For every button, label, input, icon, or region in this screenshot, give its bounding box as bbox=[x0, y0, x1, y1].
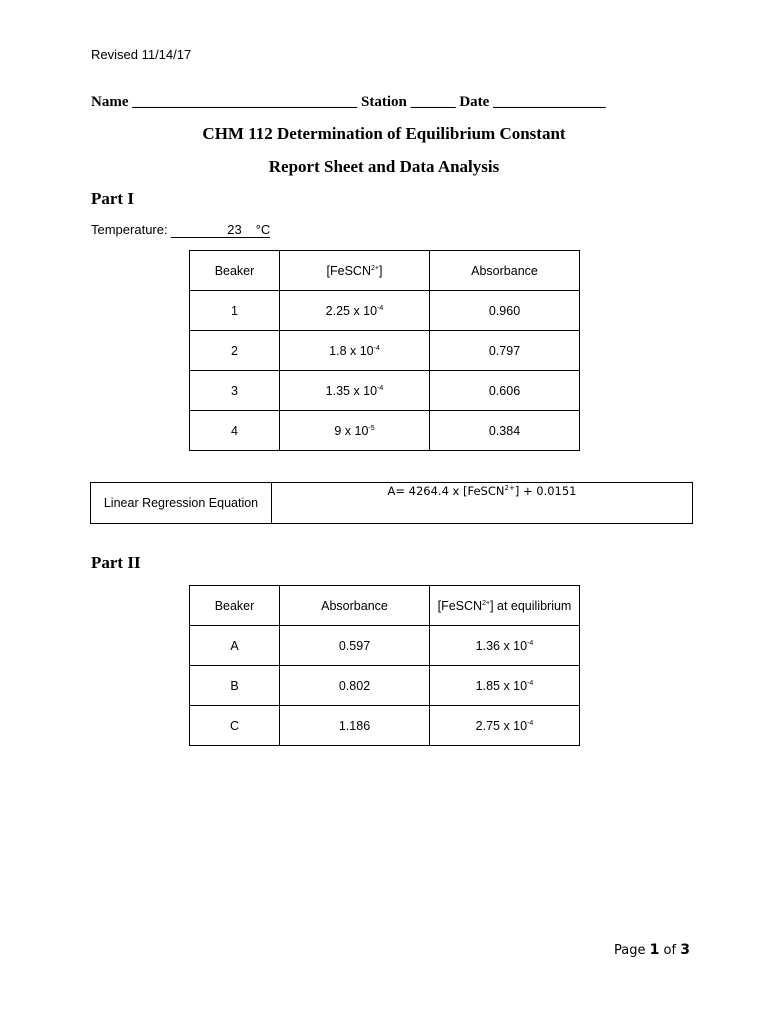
table-header-row bbox=[190, 586, 580, 626]
cell-concentration: 1.8 x $10^{-4}$ bbox=[280, 331, 430, 371]
name-station-date-line: Name ______________________________ Station ______ Date _______________ bbox=[91, 94, 606, 110]
header-equilibrium-concentration: [FeSCN$^{2+}$] at equilibrium bbox=[430, 586, 580, 626]
cell-concentration: 1.36 x $10^{-4}$ bbox=[430, 626, 580, 666]
part2-heading: Part II bbox=[91, 553, 141, 572]
header-beaker: Beaker bbox=[190, 251, 280, 291]
cell-beaker: B bbox=[190, 666, 280, 706]
temperature-unit: °C bbox=[255, 222, 271, 237]
cell-beaker: A bbox=[190, 626, 280, 666]
cell-absorbance: 0.960 bbox=[430, 291, 580, 331]
page-number: Page 1 of 3 bbox=[614, 942, 690, 958]
table-header-row bbox=[190, 251, 580, 291]
regression-row bbox=[91, 483, 693, 524]
temperature-label: Temperature: bbox=[91, 222, 168, 237]
table-row bbox=[190, 411, 580, 451]
cell-concentration: 1.85 x $10^{-4}$ bbox=[430, 666, 580, 706]
cell-beaker: 1 bbox=[190, 291, 280, 331]
temperature-value: 23 bbox=[171, 223, 255, 238]
cell-absorbance: 0.597 bbox=[280, 626, 430, 666]
cell-absorbance: 0.384 bbox=[430, 411, 580, 451]
header-beaker: Beaker bbox=[190, 586, 280, 626]
temperature-line bbox=[91, 222, 270, 238]
cell-beaker: C bbox=[190, 706, 280, 746]
cell-beaker: 4 bbox=[190, 411, 280, 451]
part1-table bbox=[189, 250, 580, 451]
header-absorbance: Absorbance bbox=[280, 586, 430, 626]
cell-beaker: 3 bbox=[190, 371, 280, 411]
table-row bbox=[190, 626, 580, 666]
part2-table bbox=[189, 585, 580, 746]
page-subtitle: Report Sheet and Data Analysis bbox=[268, 157, 500, 176]
cell-absorbance: 0.797 bbox=[430, 331, 580, 371]
cell-absorbance: 0.606 bbox=[430, 371, 580, 411]
regression-label: Linear Regression Equation bbox=[91, 483, 272, 524]
cell-concentration: 9 x $10^{-5}$ bbox=[280, 411, 430, 451]
header-concentration: [FeSCN$^{2+}$] bbox=[280, 251, 430, 291]
revised-date: Revised 11/14/17 bbox=[91, 47, 192, 62]
cell-absorbance: 0.802 bbox=[280, 666, 430, 706]
cell-concentration: 2.75 x $10^{-4}$ bbox=[430, 706, 580, 746]
cell-concentration: 2.25 x $10^{-4}$ bbox=[280, 291, 430, 331]
regression-table bbox=[90, 482, 693, 524]
regression-equation: A= 4264.4 x [FeSCN$^{2+}$] + 0.0151 bbox=[272, 483, 693, 524]
header-absorbance: Absorbance bbox=[430, 251, 580, 291]
table-row bbox=[190, 666, 580, 706]
table-row bbox=[190, 371, 580, 411]
table-row bbox=[190, 331, 580, 371]
cell-beaker: 2 bbox=[190, 331, 280, 371]
table-row bbox=[190, 291, 580, 331]
cell-absorbance: 1.186 bbox=[280, 706, 430, 746]
part1-heading: Part I bbox=[91, 189, 134, 208]
page-title: CHM 112 Determination of Equilibrium Constant bbox=[202, 124, 566, 143]
table-row bbox=[190, 706, 580, 746]
cell-concentration: 1.35 x $10^{-4}$ bbox=[280, 371, 430, 411]
